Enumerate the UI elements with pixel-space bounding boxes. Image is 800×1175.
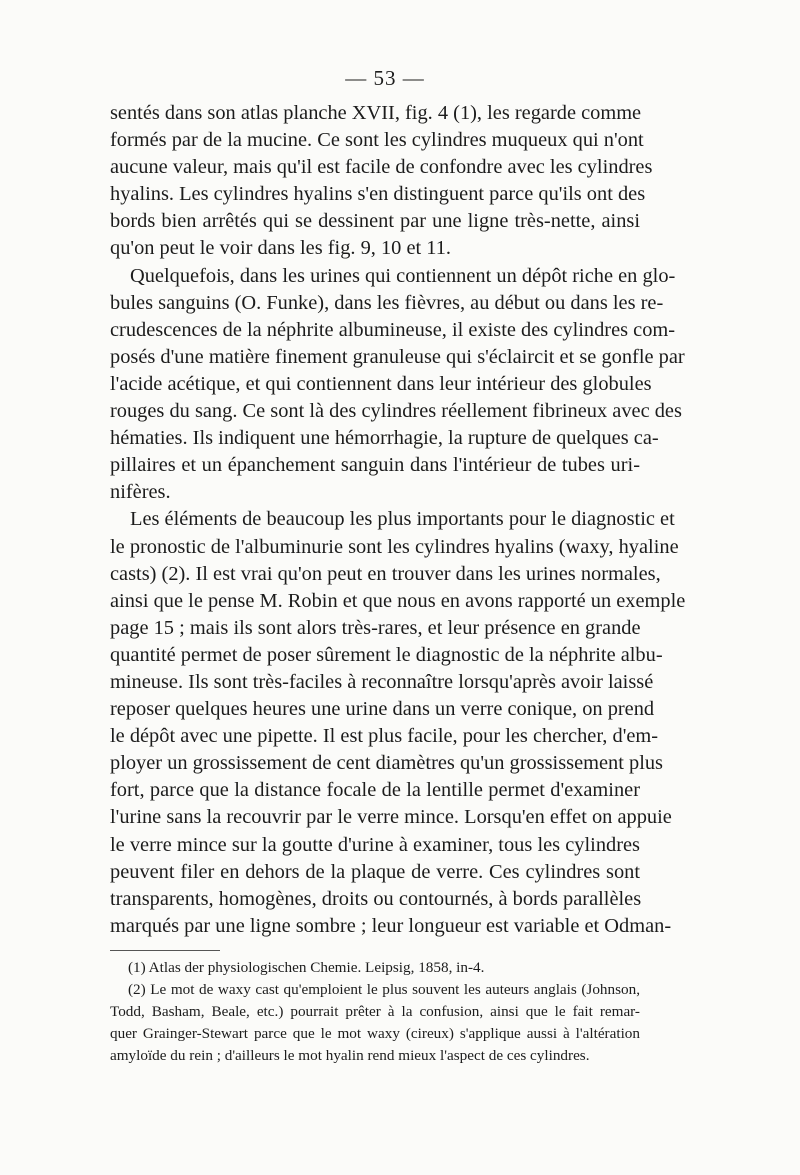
footnote-divider xyxy=(110,950,220,951)
footnotes xyxy=(110,957,640,1067)
text-line: posés d'une matière finement granuleuse qui s'éclaircit et se gonfle par xyxy=(110,345,685,368)
footnote-line: (1) Atlas der physiologischen Chemie. Leipsig, 1858, in-4. xyxy=(128,959,485,976)
footnote-line: (2) Le mot de waxy cast qu'emploient le plus souvent les auteurs anglais (Johnson, xyxy=(128,981,640,998)
text-line: peuvent filer en dehors de la plaque de verre. Ces cylindres sont xyxy=(110,860,640,883)
page-number: — 53 — xyxy=(345,66,425,90)
text-line: le pronostic de l'albuminurie sont les cylindres hyalins (waxy, hyaline xyxy=(110,535,679,558)
text-line: crudescences de la néphrite albumineuse, il existe des cylindres com- xyxy=(110,318,676,341)
text-line: marqués par une ligne sombre ; leur longueur est variable et Odman- xyxy=(110,914,672,937)
text-line: l'acide acétique, et qui contiennent dans leur intérieur des globules xyxy=(110,372,652,395)
text-line: fort, parce que la distance focale de la lentille permet d'examiner xyxy=(110,779,640,802)
text-line: mineuse. Ils sont très-faciles à reconnaître lorsqu'après avoir laissé xyxy=(110,670,654,693)
text-line: l'urine sans la recouvrir par le verre mince. Lorsqu'en effet on appuie xyxy=(110,806,672,829)
footnote-line: amyloïde du rein ; d'ailleurs le mot hyalin rend mieux l'aspect de ces cylindres. xyxy=(110,1047,590,1064)
text-line: le verre mince sur la goutte d'urine à examiner, tous les cylindres xyxy=(110,833,640,856)
text-line: Quelquefois, dans les urines qui contiennent un dépôt riche en glo- xyxy=(130,264,676,287)
text-line: le dépôt avec une pipette. Il est plus facile, pour les chercher, d'em- xyxy=(110,725,659,748)
text-line: aucune valeur, mais qu'il est facile de confondre avec les cylindres xyxy=(110,156,653,179)
text-line: hyalins. Les cylindres hyalins s'en distinguent parce qu'ils ont des xyxy=(110,183,646,206)
text-line: rouges du sang. Ce sont là des cylindres réellement fibrineux avec des xyxy=(110,400,682,423)
footnote-line: Todd, Basham, Beale, etc.) pourrait prêter à la confusion, ainsi que le fait remar- xyxy=(110,1003,640,1020)
footnote-line: quer Grainger-Stewart parce que le mot waxy (cireux) s'applique aussi à l'altération xyxy=(110,1025,640,1042)
text-line: qu'on peut le voir dans les fig. 9, 10 et 11. xyxy=(110,237,452,260)
text-line: casts) (2). Il est vrai qu'on peut en trouver dans les urines normales, xyxy=(110,562,661,585)
text-line: quantité permet de poser sûrement le diagnostic de la néphrite albu- xyxy=(110,643,663,666)
text-line: page 15 ; mais ils sont alors très-rares, et leur présence en grande xyxy=(110,616,641,639)
text-line: reposer quelques heures une urine dans un verre conique, on prend xyxy=(110,698,655,721)
text-line: pillaires et un épanchement sanguin dans l'intérieur de tubes uri- xyxy=(110,454,640,477)
text-line: Les éléments de beaucoup les plus importants pour le diagnostic et xyxy=(130,508,675,531)
text-line: ainsi que le pense M. Robin et que nous en avons rapporté un exemple xyxy=(110,589,686,612)
text-line: ployer un grossissement de cent diamètres qu'un grossissement plus xyxy=(110,752,663,775)
text-line: hématies. Ils indiquent une hémorrhagie, la rupture de quelques ca- xyxy=(110,427,659,450)
text-line: transparents, homogènes, droits ou contournés, à bords parallèles xyxy=(110,887,642,910)
text-line: bords bien arrêtés qui se dessinent par une ligne très-nette, ainsi xyxy=(110,210,640,233)
text-line: nifères. xyxy=(110,481,171,504)
text-line: formés par de la mucine. Ce sont les cylindres muqueux qui n'ont xyxy=(110,129,644,152)
body-text xyxy=(110,100,686,940)
text-line: bules sanguins (O. Funke), dans les fièvres, au début ou dans les re- xyxy=(110,291,664,314)
text-line: sentés dans son atlas planche XVII, fig. 4 (1), les regarde comme xyxy=(110,102,642,124)
